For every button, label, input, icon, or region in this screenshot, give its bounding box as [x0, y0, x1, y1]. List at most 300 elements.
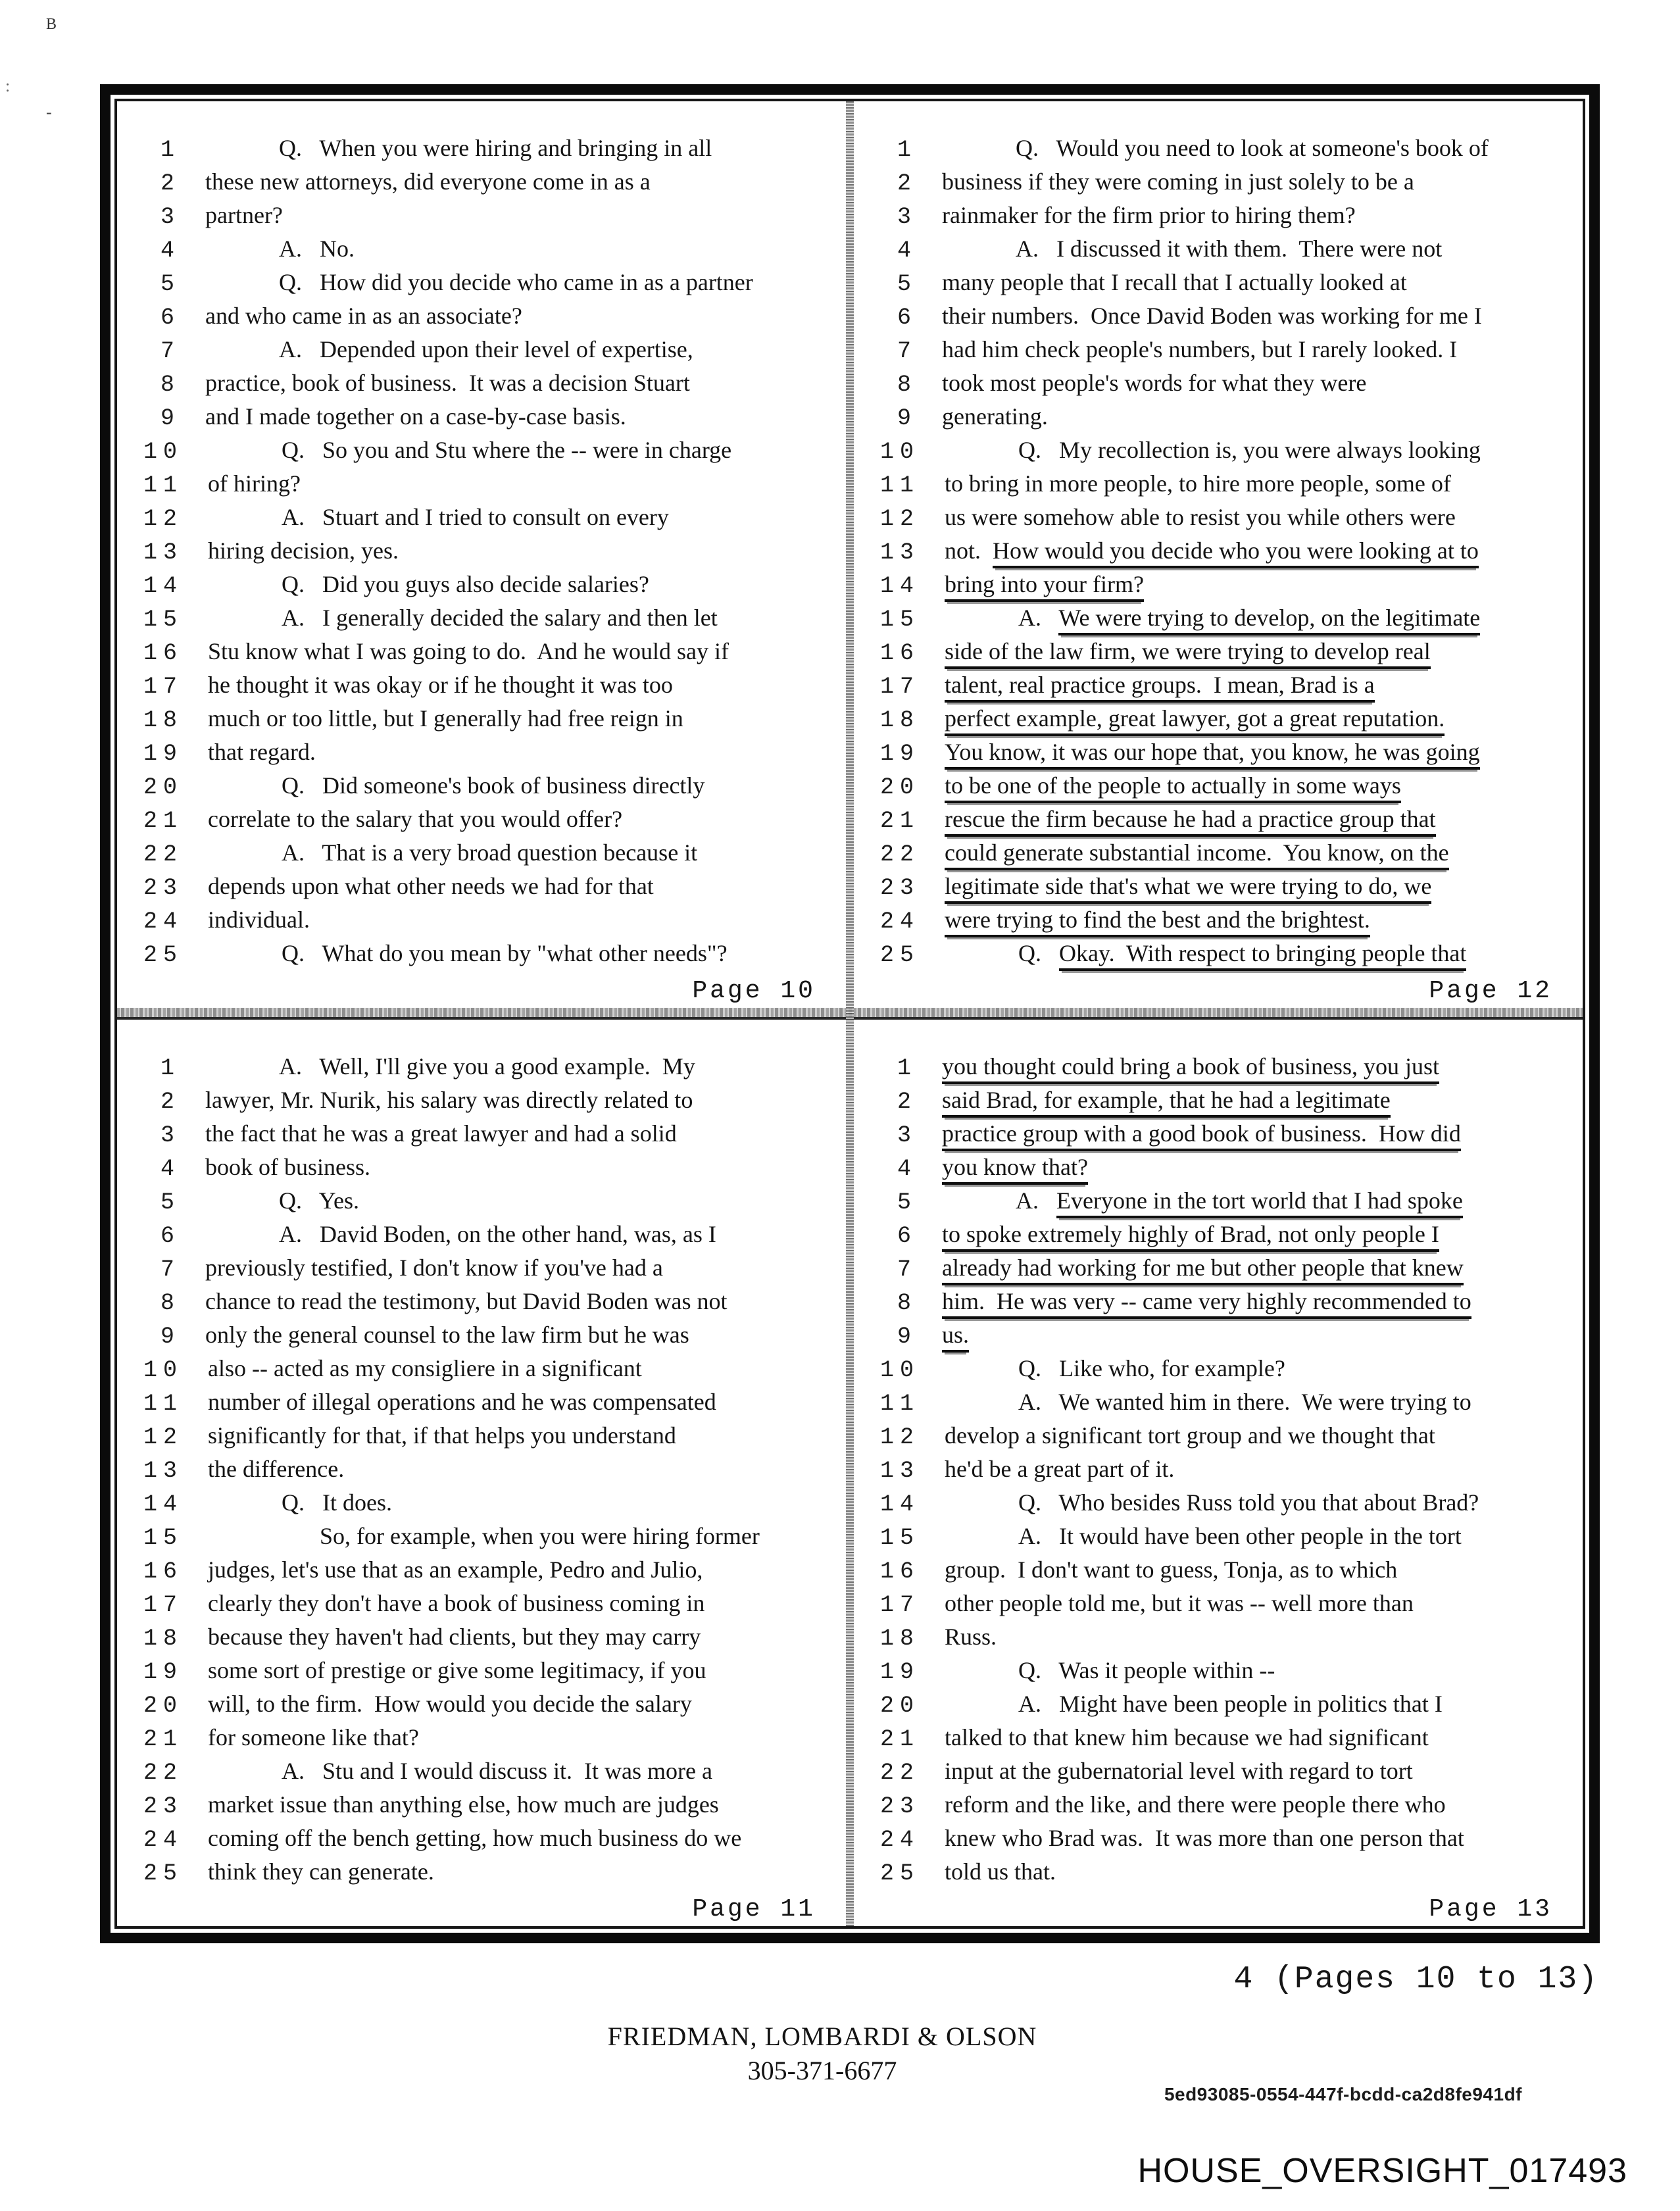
transcript-line: [143, 1754, 834, 1788]
transcript-line: [880, 434, 1571, 467]
plain-text: practice, book of business. It was a decision Stuart: [205, 370, 690, 396]
line-text: [945, 1654, 1571, 1687]
transcript-line: [143, 1050, 834, 1083]
transcript-line: [143, 1184, 834, 1218]
line-number: 21: [143, 1726, 184, 1752]
plain-text: some sort of prestige or give some legitimacy, if you: [208, 1657, 706, 1683]
plain-text: group. I don't want to guess, Tonja, as to which: [945, 1556, 1398, 1583]
line-number: 5: [897, 271, 917, 297]
transcript-line: [143, 1251, 834, 1285]
line-text: [945, 1587, 1571, 1620]
line-text: [945, 1822, 1571, 1855]
line-text: [945, 434, 1571, 467]
line-number: 22: [880, 841, 920, 868]
transcript-line: [143, 1083, 834, 1117]
line-text: [208, 1587, 834, 1620]
line-number: 3: [897, 204, 917, 230]
plain-text: only the general counsel to the law firm but he was: [205, 1322, 689, 1348]
line-number: 9: [160, 405, 180, 432]
line-number: 10: [143, 439, 184, 465]
line-text: [945, 501, 1571, 534]
line-text: [208, 1721, 834, 1754]
transcript-line: [143, 434, 834, 467]
transcript-quadrant-page-13: [854, 1020, 1583, 1926]
footer-bates-number: HOUSE_OVERSIGHT_017493: [1137, 2152, 1627, 2190]
transcript-line: [880, 1050, 1571, 1083]
transcript-line: [143, 1721, 834, 1754]
transcript-line: [880, 199, 1571, 232]
transcript-line: [880, 1620, 1571, 1654]
plain-text: rainmaker for the firm prior to hiring them?: [942, 202, 1356, 228]
line-number: 11: [880, 1391, 920, 1417]
line-number: 22: [143, 841, 184, 868]
pen-underlined-text: to be one of the people to actually in some ways: [945, 772, 1401, 803]
line-text: [205, 1050, 834, 1083]
plain-text: hiring decision, yes.: [208, 537, 399, 564]
line-number: 1: [897, 1055, 917, 1081]
transcript-line: [143, 366, 834, 400]
line-text: [945, 735, 1571, 769]
line-number: 16: [880, 1558, 920, 1585]
line-text: [205, 400, 834, 434]
pen-underlined-text: Okay. With respect to bringing people that: [1059, 940, 1466, 971]
line-text: [205, 266, 834, 299]
transcript-grid: [114, 99, 1585, 1929]
line-text: [208, 501, 834, 534]
transcript-line: [143, 1822, 834, 1855]
plain-text: correlate to the salary that you would offer?: [208, 806, 623, 832]
line-text: [945, 1754, 1571, 1788]
line-number: 25: [143, 942, 184, 968]
plain-text: individual.: [208, 907, 310, 933]
pen-underlined-text: You know, it was our hope that, you know, he was going: [945, 739, 1480, 770]
plain-text: A. I generally decided the salary and then let: [282, 605, 718, 631]
pen-underlined-text: side of the law firm, we were trying to develop real: [945, 638, 1431, 669]
plain-text: many people that I recall that I actually looked at: [942, 269, 1407, 295]
transcript-line: [880, 1788, 1571, 1822]
line-number: 1: [160, 137, 180, 163]
transcript-line: [143, 1419, 834, 1453]
line-number: 5: [160, 271, 180, 297]
line-number: 2: [897, 170, 917, 197]
line-number: 5: [160, 1189, 180, 1216]
line-text: [208, 1654, 834, 1687]
transcript-lines: [143, 132, 834, 970]
transcript-line: [143, 702, 834, 735]
line-number: 4: [897, 237, 917, 264]
line-text: [205, 333, 834, 366]
plain-text: knew who Brad was. It was more than one person that: [945, 1825, 1464, 1851]
line-text: [945, 601, 1571, 635]
pen-underlined-text: perfect example, great lawyer, got a great reputation.: [945, 705, 1445, 736]
line-text: [208, 903, 834, 937]
transcript-line: [880, 1453, 1571, 1486]
line-text: [205, 232, 834, 266]
line-number: 3: [897, 1122, 917, 1149]
plain-text: A. Might have been people in politics that I: [1018, 1691, 1443, 1717]
transcript-line: [880, 1822, 1571, 1855]
plain-text: A. No.: [279, 236, 355, 262]
line-text: [942, 1218, 1571, 1251]
transcript-line: [143, 937, 834, 970]
line-number: 17: [143, 1592, 184, 1618]
line-number: 9: [897, 405, 917, 432]
line-text: [208, 635, 834, 668]
line-number: 21: [880, 808, 920, 834]
transcript-line: [143, 635, 834, 668]
plain-text: Q. So you and Stu where the -- were in charge: [282, 437, 732, 463]
column-divider: [846, 101, 854, 1926]
line-text: [942, 366, 1571, 400]
line-text: [208, 534, 834, 568]
transcript-line: [880, 1151, 1571, 1184]
transcript-line: [143, 299, 834, 333]
transcript-line: [880, 1419, 1571, 1453]
transcript-line: [143, 1151, 834, 1184]
transcript-line: [143, 1654, 834, 1687]
transcript-quadrant-page-11: [117, 1020, 846, 1926]
line-text: [208, 1855, 834, 1889]
plain-text: partner?: [205, 202, 283, 228]
line-number: 25: [880, 1860, 920, 1887]
transcript-line: [880, 1520, 1571, 1553]
pen-underlined-text: him. He was very -- came very highly recommended to: [942, 1288, 1471, 1319]
plain-text: took most people's words for what they were: [942, 370, 1367, 396]
plain-text: input at the gubernatorial level with regard to tort: [945, 1758, 1413, 1784]
plain-text: these new attorneys, did everyone come in as a: [205, 168, 651, 195]
line-number: 15: [880, 607, 920, 633]
line-text: [945, 1788, 1571, 1822]
line-number: 13: [880, 1458, 920, 1484]
line-number: 16: [143, 1558, 184, 1585]
transcript-line: [880, 1184, 1571, 1218]
line-text: [208, 601, 834, 635]
line-text: [945, 937, 1571, 970]
transcript-line: [143, 735, 834, 769]
line-number: 24: [143, 1827, 184, 1853]
transcript-line: [880, 266, 1571, 299]
transcript-line: [143, 199, 834, 232]
plain-text: Q. When you were hiring and bringing in all: [279, 135, 712, 161]
line-text: [942, 165, 1571, 199]
line-number: 12: [880, 506, 920, 532]
transcript-line: [143, 232, 834, 266]
transcript-line: [143, 836, 834, 870]
transcript-line: [143, 769, 834, 803]
line-number: 17: [880, 1592, 920, 1618]
line-number: 23: [880, 1793, 920, 1820]
line-text: [208, 803, 834, 836]
page-label: Page 13: [1429, 1895, 1552, 1924]
line-number: 15: [143, 607, 184, 633]
transcript-line: [143, 1788, 834, 1822]
line-text: [945, 803, 1571, 836]
plain-text: Q. Who besides Russ told you that about Brad?: [1018, 1489, 1479, 1516]
transcript-line: [880, 1318, 1571, 1352]
line-number: 1: [160, 1055, 180, 1081]
transcript-lines: [143, 1050, 834, 1889]
line-text: [208, 1687, 834, 1721]
pen-underlined-text: bring into your firm?: [945, 571, 1144, 602]
line-text: [208, 1453, 834, 1486]
line-text: [945, 1419, 1571, 1453]
line-text: [208, 668, 834, 702]
transcript-line: [880, 1855, 1571, 1889]
plain-text: Stu know what I was going to do. And he would say if: [208, 638, 729, 664]
line-text: [208, 937, 834, 970]
plain-text: Q. Would you need to look at someone's book of: [1016, 135, 1489, 161]
transcript-line: [143, 903, 834, 937]
plain-text: A. Stu and I would discuss it. It was more a: [282, 1758, 712, 1784]
line-number: 3: [160, 1122, 180, 1149]
transcript-line: [143, 1687, 834, 1721]
scan-artifact: :: [5, 76, 11, 95]
plain-text: for someone like that?: [208, 1724, 419, 1751]
line-number: 19: [143, 1659, 184, 1685]
transcript-line: [880, 299, 1571, 333]
plain-text: and who came in as an associate?: [205, 303, 522, 329]
line-text: [945, 1721, 1571, 1754]
plain-text: market issue than anything else, how much are judges: [208, 1791, 719, 1818]
plain-text: and I made together on a case-by-case basis.: [205, 403, 626, 430]
line-text: [208, 1788, 834, 1822]
pen-underlined-text: rescue the firm because he had a practice group that: [945, 806, 1436, 837]
line-text: [208, 1822, 834, 1855]
line-number: 14: [143, 573, 184, 599]
plain-text: Q. Did someone's book of business directly: [282, 772, 705, 799]
line-number: 19: [880, 741, 920, 767]
line-text: [208, 1486, 834, 1520]
plain-text: lawyer, Mr. Nurik, his salary was directly related to: [205, 1087, 693, 1113]
transcript-line: [143, 132, 834, 165]
line-number: 25: [143, 1860, 184, 1887]
pen-underlined-text: you thought could bring a book of business, you just: [942, 1053, 1439, 1084]
transcript-line: [143, 1117, 834, 1151]
line-number: 16: [880, 640, 920, 666]
line-number: 4: [897, 1156, 917, 1182]
transcript-line: [880, 735, 1571, 769]
line-text: [205, 299, 834, 333]
transcript-line: [880, 601, 1571, 635]
line-number: 19: [143, 741, 184, 767]
line-number: 2: [160, 170, 180, 197]
line-number: 18: [880, 1626, 920, 1652]
line-number: 13: [143, 1458, 184, 1484]
transcript-line: [880, 1687, 1571, 1721]
line-text: [205, 1318, 834, 1352]
transcript-line: [143, 165, 834, 199]
line-number: 9: [160, 1324, 180, 1350]
plain-text: not.: [945, 537, 993, 564]
pen-underlined-text: How would you decide who you were looking at to: [993, 537, 1479, 568]
plain-text: because they haven't had clients, but they may carry: [208, 1624, 701, 1650]
line-text: [208, 836, 834, 870]
line-text: [945, 568, 1571, 601]
line-number: 9: [897, 1324, 917, 1350]
line-text: [942, 232, 1571, 266]
line-text: [205, 1285, 834, 1318]
plain-text: A. Stuart and I tried to consult on every: [282, 504, 669, 530]
plain-text: Q. It does.: [282, 1489, 392, 1516]
plain-text: other people told me, but it was -- well more than: [945, 1590, 1414, 1616]
plain-text: Q. How did you decide who came in as a partner: [279, 269, 753, 295]
line-number: 14: [880, 1491, 920, 1518]
plain-text: A. That is a very broad question because it: [282, 839, 698, 866]
transcript-line: [880, 1218, 1571, 1251]
plain-text: talked to that knew him because we had significant: [945, 1724, 1429, 1751]
plain-text: Q. Did you guys also decide salaries?: [282, 571, 649, 597]
transcript-quadrant-page-12: [854, 101, 1583, 1008]
line-text: [945, 1520, 1571, 1553]
line-number: 20: [880, 1693, 920, 1719]
plain-text: that regard.: [208, 739, 316, 765]
line-number: 5: [897, 1189, 917, 1216]
transcript-line: [143, 601, 834, 635]
line-text: [208, 1520, 834, 1553]
line-text: [945, 1486, 1571, 1520]
transcript-line: [880, 333, 1571, 366]
line-text: [208, 735, 834, 769]
line-text: [205, 1151, 834, 1184]
line-text: [945, 870, 1571, 903]
plain-text: Q. My recollection is, you were always looking: [1018, 437, 1481, 463]
plain-text: business if they were coming in just solely to be a: [942, 168, 1414, 195]
transcript-line: [880, 1587, 1571, 1620]
pen-underlined-text: were trying to find the best and the brightest.: [945, 907, 1370, 937]
transcript-line: [143, 400, 834, 434]
line-number: 23: [143, 875, 184, 901]
line-number: 1: [897, 137, 917, 163]
plain-text: also -- acted as my consigliere in a significant: [208, 1355, 642, 1381]
line-number: 6: [160, 1223, 180, 1249]
transcript-line: [143, 870, 834, 903]
line-text: [945, 534, 1571, 568]
page-label: Page 10: [692, 977, 816, 1005]
line-text: [942, 1251, 1571, 1285]
line-number: 10: [143, 1357, 184, 1383]
transcript-line: [880, 400, 1571, 434]
plain-text: chance to read the testimony, but David Boden was not: [205, 1288, 728, 1314]
line-number: 2: [897, 1089, 917, 1115]
page-label: Page 11: [692, 1895, 816, 1924]
line-text: [205, 132, 834, 165]
line-number: 18: [880, 707, 920, 733]
line-number: 12: [143, 1424, 184, 1451]
line-number: 15: [143, 1525, 184, 1551]
line-text: [208, 769, 834, 803]
line-number: 8: [160, 1290, 180, 1316]
line-text: [942, 1285, 1571, 1318]
line-number: 20: [880, 774, 920, 801]
line-text: [942, 1050, 1571, 1083]
line-number: 8: [897, 1290, 917, 1316]
pen-underlined-text: legitimate side that's what we were trying to do, we: [945, 873, 1431, 904]
transcript-line: [880, 1117, 1571, 1151]
line-text: [945, 467, 1571, 501]
transcript-line: [880, 1553, 1571, 1587]
line-number: 24: [880, 1827, 920, 1853]
line-text: [208, 702, 834, 735]
line-text: [208, 1352, 834, 1385]
plain-text: he thought it was okay or if he thought it was too: [208, 672, 673, 698]
line-text: [205, 1117, 834, 1151]
plain-text: generating.: [942, 403, 1048, 430]
transcript-line: [143, 1385, 834, 1419]
plain-text: clearly they don't have a book of business coming in: [208, 1590, 705, 1616]
transcript-line: [880, 903, 1571, 937]
line-number: 18: [143, 707, 184, 733]
transcript-line: [880, 1285, 1571, 1318]
line-text: [208, 1620, 834, 1654]
footer-document-id: 5ed93085-0554-447f-bcdd-ca2d8fe941df: [1164, 2084, 1522, 2104]
line-number: 15: [880, 1525, 920, 1551]
plain-text: A.: [1016, 1187, 1056, 1214]
plain-text: Q. Yes.: [279, 1187, 360, 1214]
line-number: 12: [143, 506, 184, 532]
plain-text: Q.: [1018, 940, 1060, 966]
line-text: [945, 769, 1571, 803]
line-text: [942, 1318, 1571, 1352]
pen-underlined-text: already had working for me but other people that knew: [942, 1255, 1464, 1285]
transcript-line: [143, 1352, 834, 1385]
plain-text: previously testified, I don't know if you've had a: [205, 1255, 663, 1281]
line-number: 22: [143, 1760, 184, 1786]
pen-underlined-text: talent, real practice groups. I mean, Brad is a: [945, 672, 1375, 703]
line-number: 10: [880, 1357, 920, 1383]
transcript-line: [143, 1486, 834, 1520]
transcript-line: [143, 1285, 834, 1318]
line-text: [945, 903, 1571, 937]
line-text: [208, 467, 834, 501]
line-number: 2: [160, 1089, 180, 1115]
scan-artifact: -: [46, 103, 52, 122]
line-text: [208, 1754, 834, 1788]
page-label: Page 12: [1429, 977, 1552, 1005]
transcript-line: [880, 132, 1571, 165]
pen-underlined-text: could generate substantial income. You know, on the: [945, 839, 1449, 870]
line-number: 7: [897, 338, 917, 364]
transcript-line: [143, 333, 834, 366]
transcript-lines: [880, 132, 1571, 970]
line-text: [945, 702, 1571, 735]
line-number: 22: [880, 1760, 920, 1786]
transcript-line: [880, 668, 1571, 702]
line-number: 17: [880, 674, 920, 700]
transcript-line: [143, 1218, 834, 1251]
pen-underlined-text: Everyone in the tort world that I had spoke: [1056, 1187, 1463, 1218]
transcript-line: [880, 501, 1571, 534]
plain-text: think they can generate.: [208, 1858, 434, 1885]
plain-text: told us that.: [945, 1858, 1056, 1885]
line-number: 24: [880, 908, 920, 935]
transcript-line: [143, 1318, 834, 1352]
plain-text: A. I discussed it with them. There were not: [1016, 236, 1443, 262]
line-text: [945, 1855, 1571, 1889]
line-text: [205, 199, 834, 232]
line-text: [208, 1419, 834, 1453]
transcript-line: [880, 937, 1571, 970]
line-text: [945, 1453, 1571, 1486]
line-text: [942, 400, 1571, 434]
line-text: [205, 1251, 834, 1285]
transcript-line: [880, 635, 1571, 668]
transcript-line: [880, 1385, 1571, 1419]
plain-text: significantly for that, if that helps you understand: [208, 1422, 676, 1449]
transcript-quadrant-page-10: [117, 101, 846, 1008]
plain-text: will, to the firm. How would you decide the salary: [208, 1691, 692, 1717]
transcript-line: [880, 769, 1571, 803]
line-number: 11: [143, 472, 184, 499]
